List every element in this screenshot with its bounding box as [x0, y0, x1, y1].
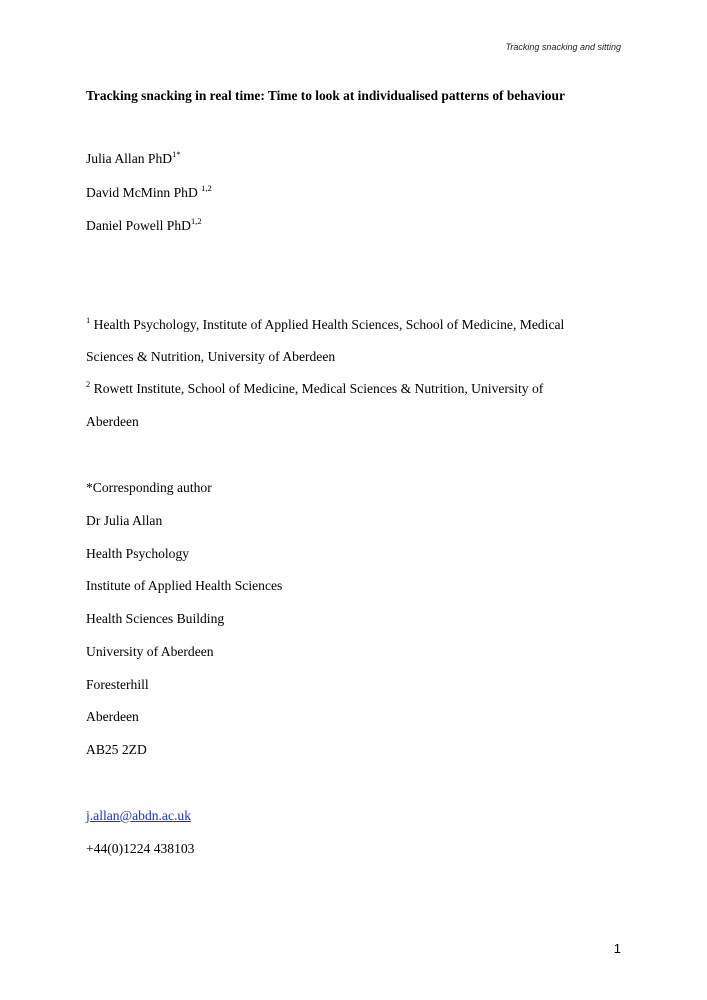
affiliation-marker: 1 [86, 315, 91, 325]
author-3 [86, 217, 202, 235]
author-name: Daniel Powell PhD [86, 218, 191, 233]
address-line: Foresterhill [86, 677, 149, 692]
page-number: 1 [613, 941, 621, 956]
address-postcode: AB25 2ZD [86, 742, 147, 757]
affiliation-1-continued: Sciences & Nutrition, University of Aberdeen [86, 349, 336, 364]
phone-number: +44(0)1224 438103 [86, 841, 195, 856]
corresponding-author-label: *Corresponding author [86, 480, 212, 495]
author-name: Julia Allan PhD [86, 151, 173, 166]
paper-title: Tracking snacking in real time: Time to look at individualised patterns of behaviour [86, 88, 565, 103]
author-1 [86, 150, 181, 168]
affiliation-text: Rowett Institute, School of Medicine, Medical Sciences & Nutrition, University of [90, 381, 544, 396]
email-line [86, 807, 191, 825]
email-link[interactable]: j.allan@abdn.ac.uk [86, 808, 191, 823]
affiliation-2-continued: Aberdeen [86, 414, 139, 429]
address-line: Institute of Applied Health Sciences [86, 578, 283, 593]
author-affiliation-marker: 1,2 [201, 183, 212, 193]
author-name: David McMinn PhD [86, 185, 202, 200]
affiliation-marker: 2 [86, 379, 91, 389]
address-line: Health Psychology [86, 546, 190, 561]
running-head: Tracking snacking and sitting [505, 42, 621, 52]
address-line: Aberdeen [86, 709, 139, 724]
affiliation-text: Health Psychology, Institute of Applied Health Sciences, School of Medicine, Medical [90, 317, 565, 332]
address-line: Dr Julia Allan [86, 513, 163, 528]
author-affiliation-marker: 1* [172, 149, 181, 159]
affiliation-2 [86, 380, 543, 398]
author-affiliation-marker: 1,2 [190, 216, 202, 226]
address-line: University of Aberdeen [86, 644, 214, 659]
affiliation-1 [86, 316, 564, 334]
address-line: Health Sciences Building [86, 611, 225, 626]
author-2 [86, 184, 212, 202]
